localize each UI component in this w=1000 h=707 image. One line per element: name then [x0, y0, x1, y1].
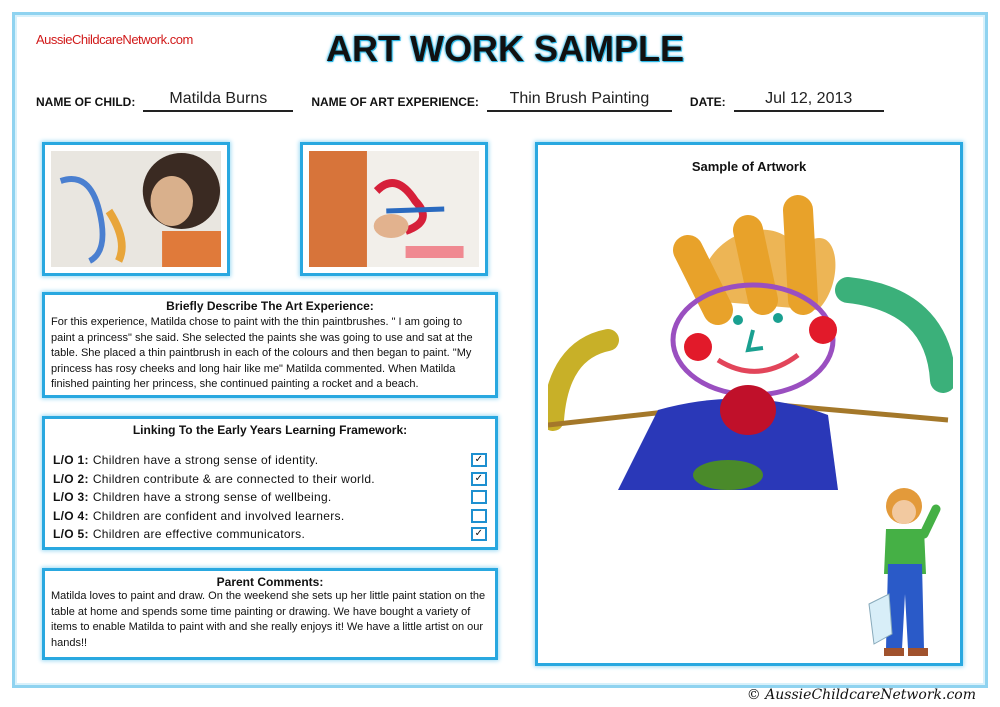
date-label: DATE: [689, 95, 726, 109]
outcome-checkbox[interactable]: ✓ [471, 453, 487, 467]
outcome-checkbox[interactable]: ✓ [471, 527, 487, 541]
framework-heading: Linking To the Early Years Learning Framework: [132, 423, 408, 437]
parent-heading: Parent Comments: [216, 575, 324, 589]
page-title: ART WORK SAMPLE [326, 28, 684, 69]
learning-outcome-5 [45, 525, 495, 544]
learning-outcome-1 [45, 451, 495, 470]
outcome-checkbox[interactable] [471, 509, 487, 523]
site-logo: AussieChildcareNetwork.com [36, 32, 193, 47]
child-name-label: NAME OF CHILD: [36, 95, 136, 109]
child-painting-photo [51, 151, 221, 267]
describe-heading: Briefly Describe The Art Experience: [166, 299, 374, 313]
outcome-code: L/O 3: [53, 490, 89, 505]
outcome-text: Children have a strong sense of wellbeing. [92, 490, 332, 505]
outcome-code: L/O 5: [53, 527, 89, 542]
learning-outcome-3 [45, 488, 495, 507]
outcome-text: Children have a strong sense of identity. [92, 453, 319, 468]
parent-text[interactable]: Matilda loves to paint and draw. On the weekend she sets up her little paint station on the table at home and spends some time painting or drawing. We have bought a variety of items to enable Matilda to paint with and she really enjoys it! We have a little artist on our hands!! [51, 590, 486, 649]
copyright-footer: © AussieChildcareNetwork.com [746, 687, 976, 703]
artwork-image [548, 190, 953, 490]
photo-2 [300, 142, 488, 276]
outcome-checkbox[interactable] [471, 490, 487, 504]
framework-section [42, 416, 498, 550]
learning-outcome-2 [45, 470, 495, 489]
learning-outcome-4 [45, 507, 495, 526]
artwork-heading: Sample of Artwork [691, 159, 807, 174]
outcome-code: L/O 1: [53, 453, 89, 468]
artwork-section [535, 142, 963, 666]
date-field[interactable]: Jul 12, 2013 [734, 90, 884, 112]
outcome-text: Children are confident and involved learners. [92, 508, 345, 523]
photo-1 [42, 142, 230, 276]
experience-label: NAME OF ART EXPERIENCE: [311, 95, 479, 109]
header-fields [36, 90, 962, 112]
outcome-text: Children are effective communicators. [92, 527, 306, 542]
boy-illustration [864, 484, 954, 659]
experience-field[interactable]: Thin Brush Painting [487, 90, 672, 112]
parent-section [42, 568, 498, 660]
painting-closeup-photo [309, 151, 479, 267]
outcome-code: L/O 4: [53, 508, 89, 523]
outcome-code: L/O 2: [53, 471, 89, 486]
describe-text[interactable]: For this experience, Matilda chose to paint with the thin paintbrushes. " I am going to paint a princess" she said. She selected the paints she was going to use and sat at the table. She placed a thin paintbrush in each of the colours and then began to paint. "My princess has rosy cheeks and long hair like me" Matilda commented. When Matilda finished painting her princess, she continued painting a rocket and a beach. [51, 316, 473, 390]
outcome-text: Children contribute & are connected to their world. [92, 471, 375, 486]
outcome-checkbox[interactable]: ✓ [471, 472, 487, 486]
describe-section [42, 292, 498, 398]
child-name-field[interactable]: Matilda Burns [143, 90, 293, 112]
